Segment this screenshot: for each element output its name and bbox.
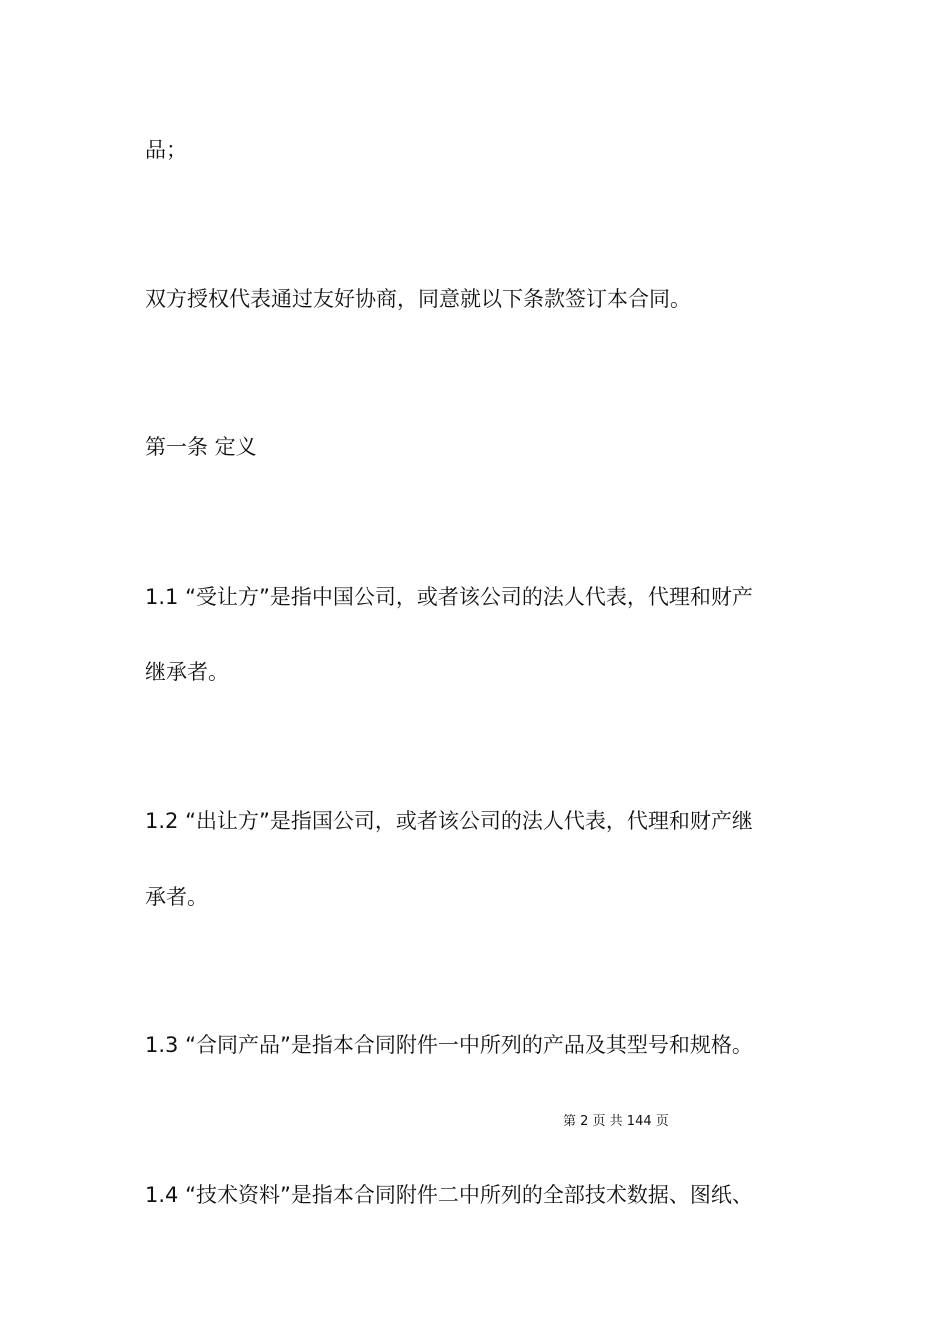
section-heading: 第一条 定义 <box>145 435 257 459</box>
page-footer: 第 2 页 共 144 页 <box>563 1114 669 1129</box>
text-line: 承者。 <box>145 885 208 909</box>
text-line: 1.4 “技术资料”是指本合同附件二中所列的全部技术数据、图纸、 <box>145 1183 753 1207</box>
text-line: 品； <box>145 138 187 162</box>
text-line: 继承者。 <box>145 660 229 684</box>
text-line: 1.3 “合同产品”是指本合同附件一中所列的产品及其型号和规格。 <box>145 1033 753 1057</box>
text-line: 1.2 “出让方”是指国公司，或者该公司的法人代表，代理和财产继 <box>145 809 753 833</box>
text-line: 双方授权代表通过友好协商，同意就以下条款签订本合同。 <box>145 287 691 311</box>
text-line: 1.1 “受让方”是指中国公司，或者该公司的法人代表，代理和财产 <box>145 585 753 609</box>
